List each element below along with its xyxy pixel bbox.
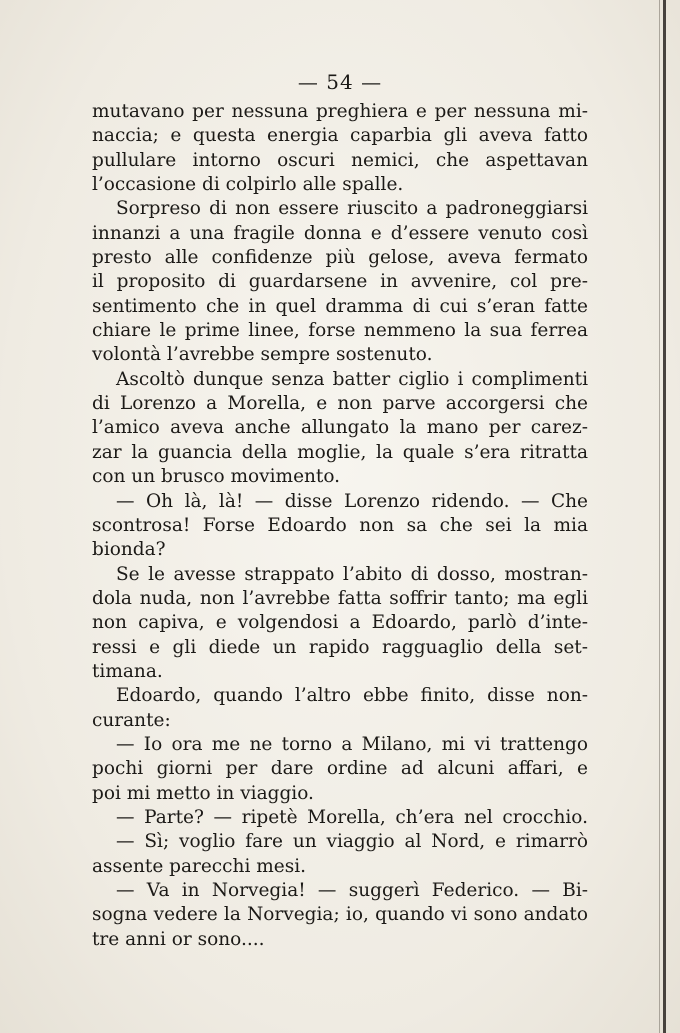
- page-edge-shadow: [659, 0, 660, 1033]
- text-line: l’amico aveva anche allungato la mano per carez-: [92, 417, 588, 439]
- text-line: zar la guancia della moglie, la quale s’era ritratta: [92, 441, 588, 463]
- page-number: — 54 —: [297, 70, 383, 94]
- text-line: con un brusco movimento.: [92, 466, 341, 488]
- text-line: il proposito di guardarsene in avvenire, col pre-: [92, 271, 588, 293]
- text-line: Sorpreso di non essere riuscito a padroneggiarsi: [116, 198, 588, 220]
- text-line: presto alle confidenze più gelose, aveva fermato: [92, 247, 588, 269]
- text-line: assente parecchi mesi.: [92, 855, 307, 877]
- text-line: timana.: [92, 660, 163, 682]
- page-edge: [663, 0, 666, 1033]
- text-line: Ascoltò dunque senza batter ciglio i complimenti: [116, 368, 588, 390]
- text-line: curante:: [92, 709, 171, 731]
- text-line: Edoardo, quando l’altro ebbe finito, disse non-: [116, 685, 588, 707]
- text-line: innanzi a una fragile donna e d’essere venuto così: [92, 222, 588, 244]
- text-line: mutavano per nessuna preghiera e per nessuna mi-: [92, 101, 588, 122]
- text-line: — Parte? — ripetè Morella, ch’era nel crocchio.: [116, 806, 588, 828]
- text-line: dola nuda, non l’avrebbe fatta soffrir tanto; ma egli: [92, 587, 588, 609]
- text-line: di Lorenzo a Morella, e non parve accorgersi che: [92, 393, 588, 415]
- text-line: pullulare intorno oscuri nemici, che aspettavan: [92, 149, 588, 171]
- text-line: chiare le prime linee, forse nemmeno la sua ferrea: [92, 320, 588, 342]
- text-line: poi mi metto in viaggio.: [92, 782, 314, 804]
- text-line: non capiva, e volgendosi a Edoardo, parlò d’inte-: [92, 612, 588, 634]
- text-line: pochi giorni per dare ordine ad alcuni affari, e: [92, 758, 588, 780]
- text-line: — Oh là, là! — disse Lorenzo ridendo. — Che: [116, 490, 588, 512]
- text-line: sogna vedere la Norvegia; io, quando vi sono andato: [92, 904, 588, 926]
- text-line: sentimento che in quel dramma di cui s’eran fatte: [92, 295, 588, 317]
- text-line: naccia; e questa energia caparbia gli aveva fatto: [92, 125, 588, 147]
- text-line: ressi e gli diede un rapido ragguaglio della set-: [92, 636, 588, 658]
- text-line: — Va in Norvegia! — suggerì Federico. — Bi-: [116, 880, 588, 901]
- text-line: tre anni or sono....: [92, 928, 265, 950]
- text-line: Se le avesse strappato l’abito di dosso, mostran-: [116, 563, 588, 585]
- text-line: l’occasione di colpirlo alle spalle.: [92, 174, 404, 196]
- text-line: — Sì; voglio fare un viaggio al Nord, e rimarrò: [116, 831, 588, 853]
- body-text: [92, 100, 588, 952]
- text-line: scontrosa! Forse Edoardo non sa che sei la mia: [92, 514, 588, 536]
- text-line: volontà l’avrebbe sempre sostenuto.: [92, 344, 433, 366]
- text-line: bionda?: [92, 539, 166, 561]
- text-line: — Io ora me ne torno a Milano, mi vi trattengo: [116, 733, 588, 755]
